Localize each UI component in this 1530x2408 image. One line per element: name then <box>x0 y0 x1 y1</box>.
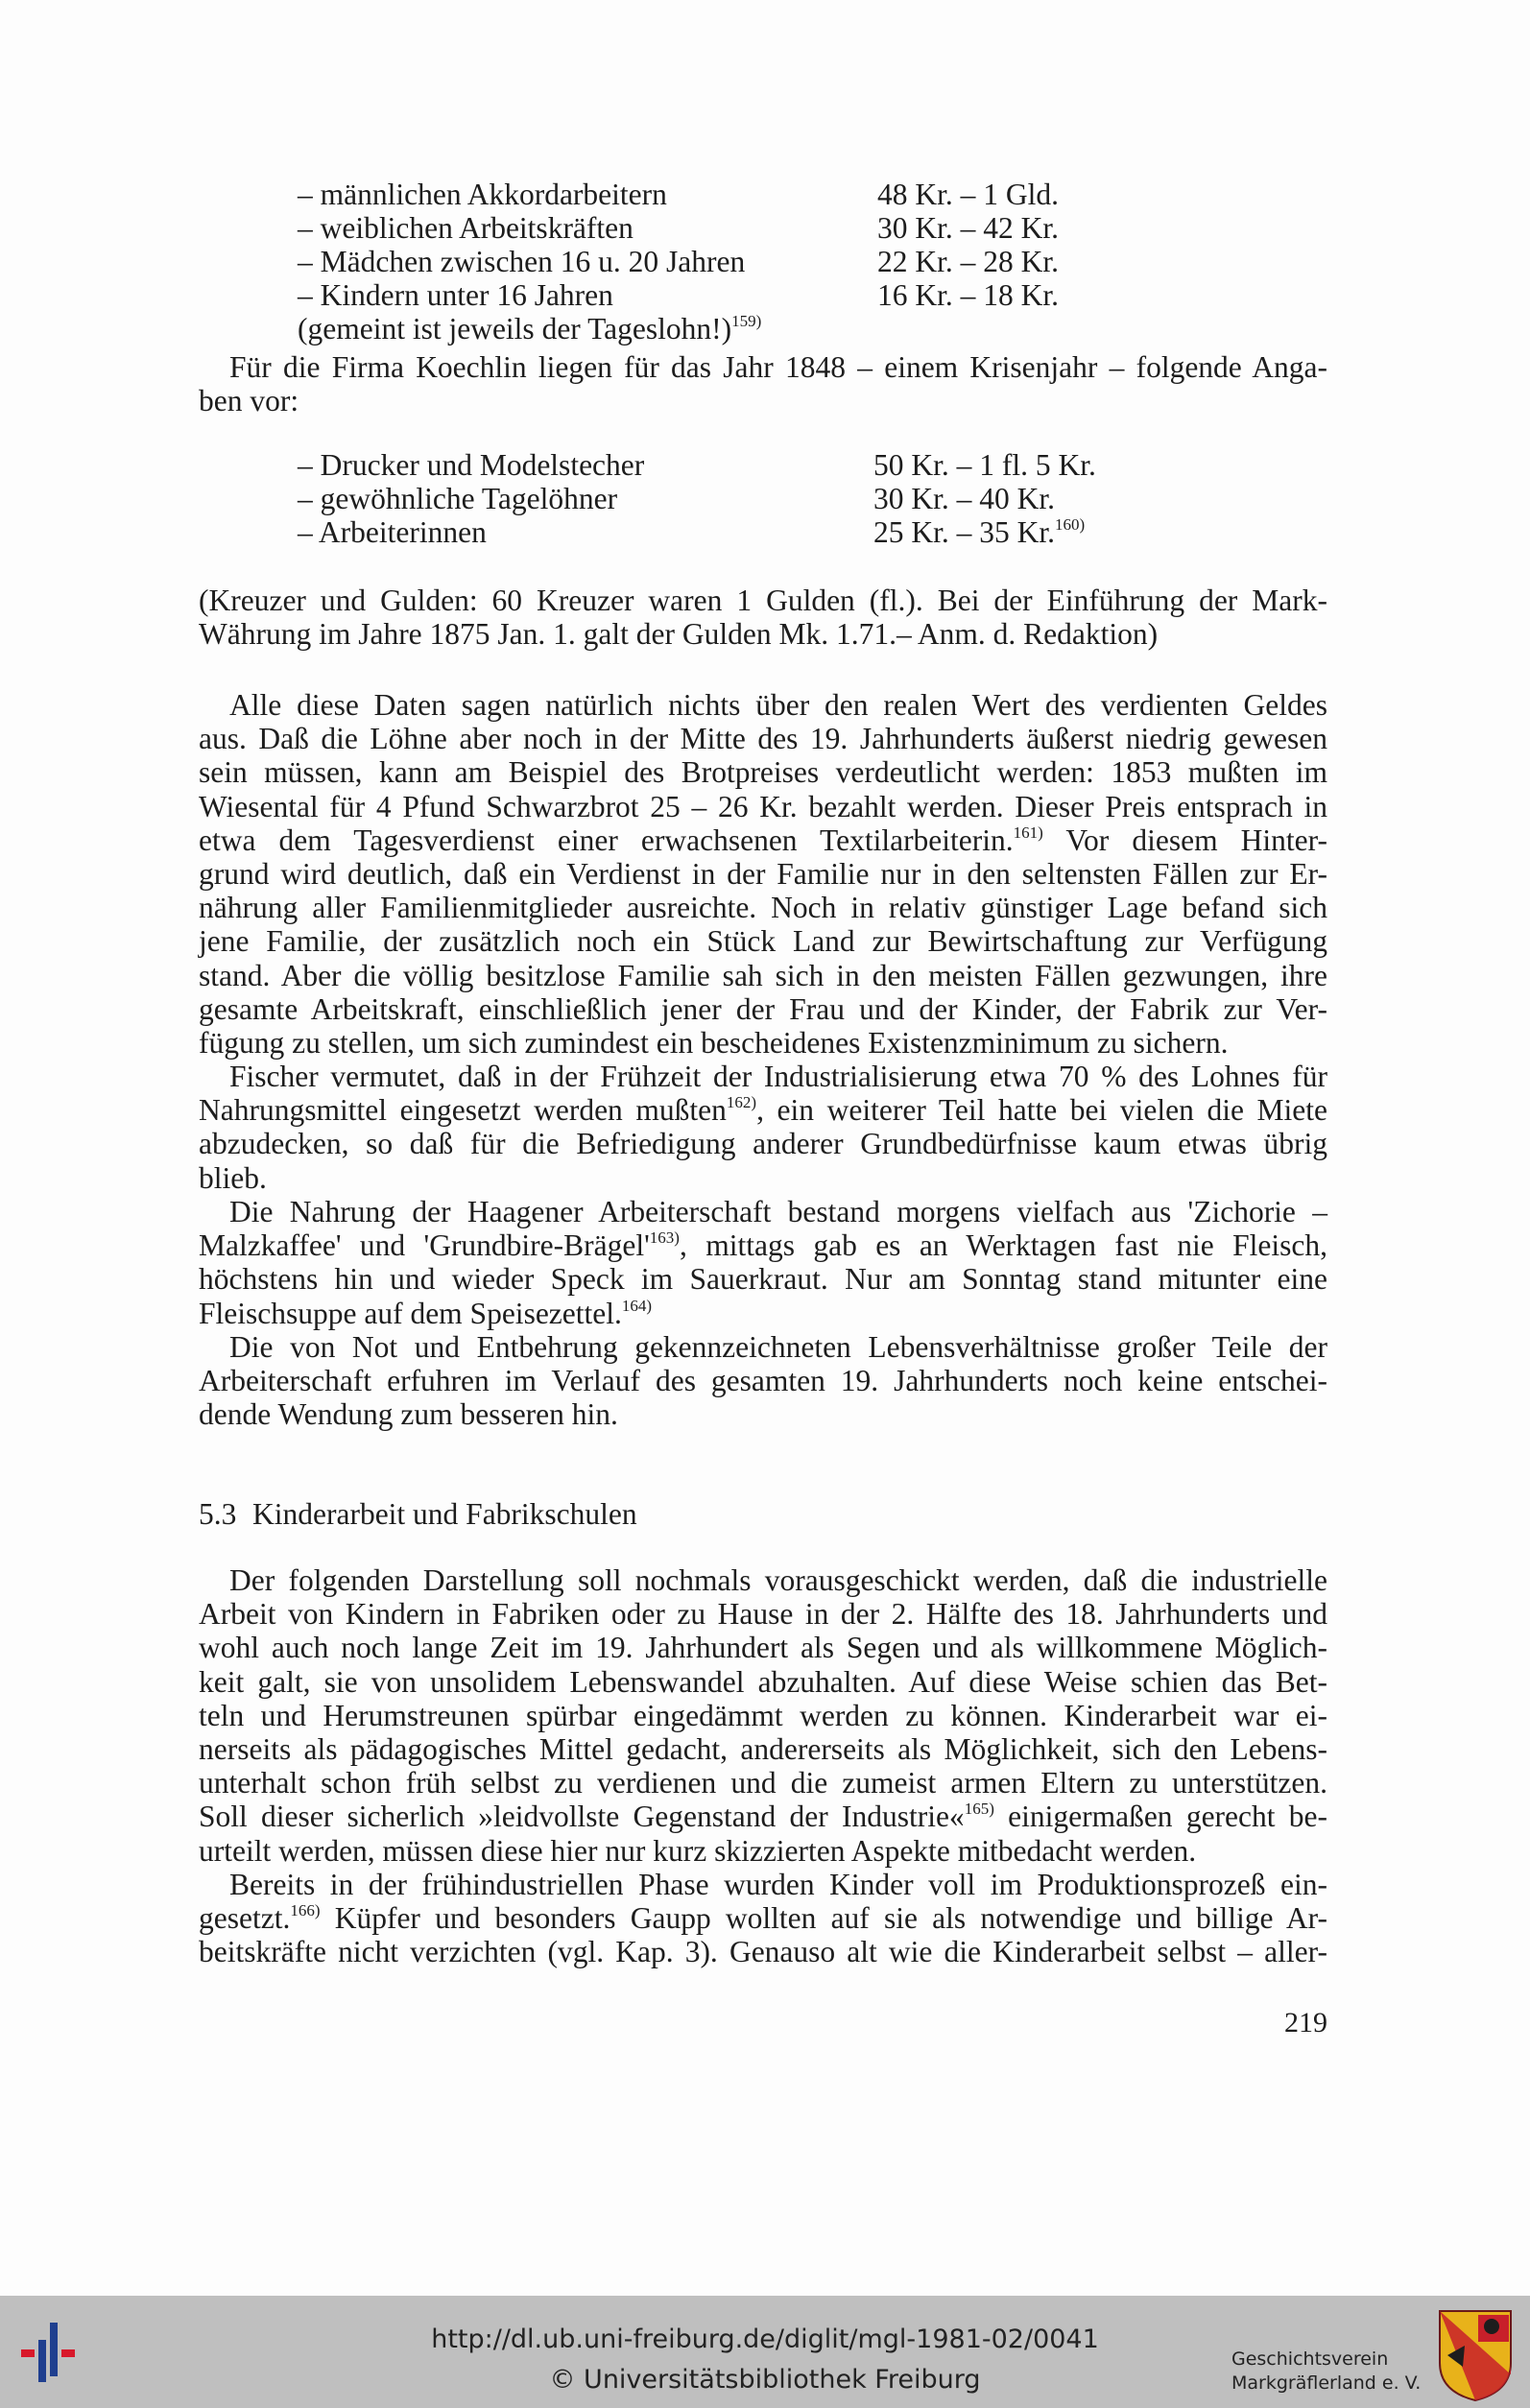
page-number: 219 <box>1284 2007 1327 2038</box>
wage-note: (gemeint ist jeweils der Tageslohn!)$^{159)}$ <box>298 312 762 346</box>
wage-amount: 30 Kr. – 42 Kr. <box>877 211 1059 245</box>
section-title: Kinderarbeit und Fabrikschulen <box>252 1497 637 1531</box>
wage-label: – Kindern unter 16 Jahren <box>298 278 613 312</box>
currency-note: (Kreuzer und Gulden: 60 Kreuzer waren 1 Gulden (fl.). Bei der Einführung der Mark- Währung im Jahre 1875 Jan. 1. galt der Gulden Mk. 1.71.– Anm. d. Redaktion) <box>199 584 1327 652</box>
copyright-text: © Universitätsbibliothek Freiburg <box>549 2365 981 2395</box>
wage-label: – Mädchen zwischen 16 u. 20 Jahren <box>298 245 746 278</box>
paragraph-not: Die von Not und Entbehrung gekennzeichneten Lebensverhältnisse großer Teile der Arbeiterschaft erfuhren im Verlauf des gesamten 19. Jahrhunderts noch keine entschei- dende Wendung zum besseren hin. <box>199 1330 1327 1432</box>
wage-amount: 22 Kr. – 28 Kr. <box>877 245 1059 278</box>
footnote-ref: 166) <box>290 1901 321 1920</box>
footnote-ref: 165) <box>964 1800 994 1819</box>
section-heading <box>199 1497 637 1531</box>
publisher-name: Geschichtsverein Markgräflerland e. V. <box>1231 2348 1422 2394</box>
paragraph-nahrung: Die Nahrung der Haagener Arbeiterschaft bestand morgens vielfach aus 'Zichorie – Malzkaffee' und '$Grundbire-Brägel'^{163)}$, mittags gab es an Werktagen fast nie Fleisch, höchstens hin und wieder Speck im Sauerkraut. Nur am Sonntag stand mitunter eine Fleischsuppe auf dem Speisezettel.$^{164)}$ <box>199 1195 1327 1330</box>
wage-amount: 16 Kr. – 18 Kr. <box>877 278 1059 312</box>
wage-amount: 25 Kr. – 35 Kr.$^{160)}$ <box>873 515 1086 549</box>
footnote-ref: 163) <box>649 1228 680 1248</box>
paragraph-fischer: Fischer vermutet, daß in der Frühzeit der Industrialisierung etwa 70 % des Lohnes für Nahrungsmittel eingesetzt werden mußten$^{162)}$, ein weiterer Teil hatte bei vielen die Miete abzudecken, so daß für die Befriedigung anderer Grundbedürfnisse kaum etwas übrig blieb. <box>199 1060 1327 1195</box>
markgraeflerland-crest-icon <box>1436 2307 1515 2403</box>
wage-label: – männlichen Akkordarbeitern <box>298 178 667 211</box>
wage-label: – Drucker und Modelstecher <box>298 448 645 482</box>
paragraph-daten: Alle diese Daten sagen natürlich nichts über den realen Wert des verdienten Geldes aus. Daß die Löhne aber noch in der Mitte des 19. Jahrhunderts äußerst niedrig gewesen sein müssen, kann am Beispiel des Brotpreises verdeutlicht werden: 1853 mußten im Wiesental für 4 Pfund Schwarzbrot 25 – 26 Kr. bezahlt werden. Dieser Preis entsprach in etwa dem Tagesverdienst einer erwachsenen Textilarbeiterin.$^{161)}$ Vor diesem Hinter- grund wird deutlich, daß ein Verdienst in der Familie nur in den seltensten Fällen zur Er- nährung aller Familienmitglieder ausreichte. Noch in relativ günstiger Lage befand sich jene Familie, der zusätzlich noch ein Stück Land zur Bewirtschaftung zur Verfügung stand. Aber die völlig besitzlose Familie sah sich in den meisten Fällen gezwungen, ihre gesamte Arbeitskraft, einschließlich jener der Frau und der Kinder, der Fabrik zur Ver- fügung zu stellen, um sich zumindest ein bescheidenes Existenzminimum zu sichern. <box>199 688 1327 1061</box>
footer-bar <box>0 2296 1530 2408</box>
paragraph-bereits: Bereits in der frühindustriellen Phase wurden Kinder voll im Produktionsprozeß ein- gesetzt.$^{166)}$ Küpfer und besonders Gaupp wollten auf sie als notwendige und billige Ar- beitskräfte nicht verzichten (vgl. Kap. 3). Genauso alt wie die Kinderarbeit selbst – aller- <box>199 1868 1327 1969</box>
footnote-ref: 162) <box>726 1093 757 1112</box>
wage-label: – Arbeiterinnen <box>298 515 487 549</box>
section-number: 5.3 <box>199 1497 237 1531</box>
koechlin-paragraph: Für die Firma Koechlin liegen für das Jahr 1848 – einem Krisenjahr – folgende Anga- ben vor: <box>199 350 1327 418</box>
wage-label: – gewöhnliche Tagelöhner <box>298 482 618 515</box>
footnote-ref: 159) <box>731 312 762 330</box>
footnote-ref: 164) <box>621 1296 653 1315</box>
paragraph-kinder: Der folgenden Darstellung soll nochmals vorausgeschickt werden, daß die industrielle Arbeit von Kindern in Fabriken oder zu Hause in der 2. Hälfte des 18. Jahrhunderts und wohl auch noch lange Zeit im 19. Jahrhundert als Segen und als willkommene Möglich- keit galt, sie von unsolidem Lebenswandel abzuhalten. Auf diese Weise schien das Bet- teln und Herumstreunen spürbar eingedämmt werden zu können. Kinderarbeit war ei- nerseits als pädagogisches Mittel gedacht, andererseits als Möglichkeit, sich den Lebens- unterhalt schon früh selbst zu verdienen und die zumeist armen Eltern zu unterstützen. Soll dieser sicherlich »leidvollste Gegenstand der Industrie«$^{165)}$ einigermaßen gerecht be- urteilt werden, müssen diese hier nur kurz skizzierten Aspekte mitbedacht werden. <box>199 1563 1327 1868</box>
footnote-ref: 160) <box>1055 515 1086 534</box>
footnote-ref: 161) <box>1013 823 1043 842</box>
wage-amount: 50 Kr. – 1 fl. 5 Kr. <box>873 448 1096 482</box>
wage-amount: 30 Kr. – 40 Kr. <box>873 482 1055 515</box>
wage-amount: 48 Kr. – 1 Gld. <box>877 178 1059 211</box>
document-url-link[interactable]: http://dl.ub.uni-freiburg.de/diglit/mgl-1981-02/0041 <box>431 2325 1099 2354</box>
wage-label: – weiblichen Arbeitskräften <box>298 211 634 245</box>
